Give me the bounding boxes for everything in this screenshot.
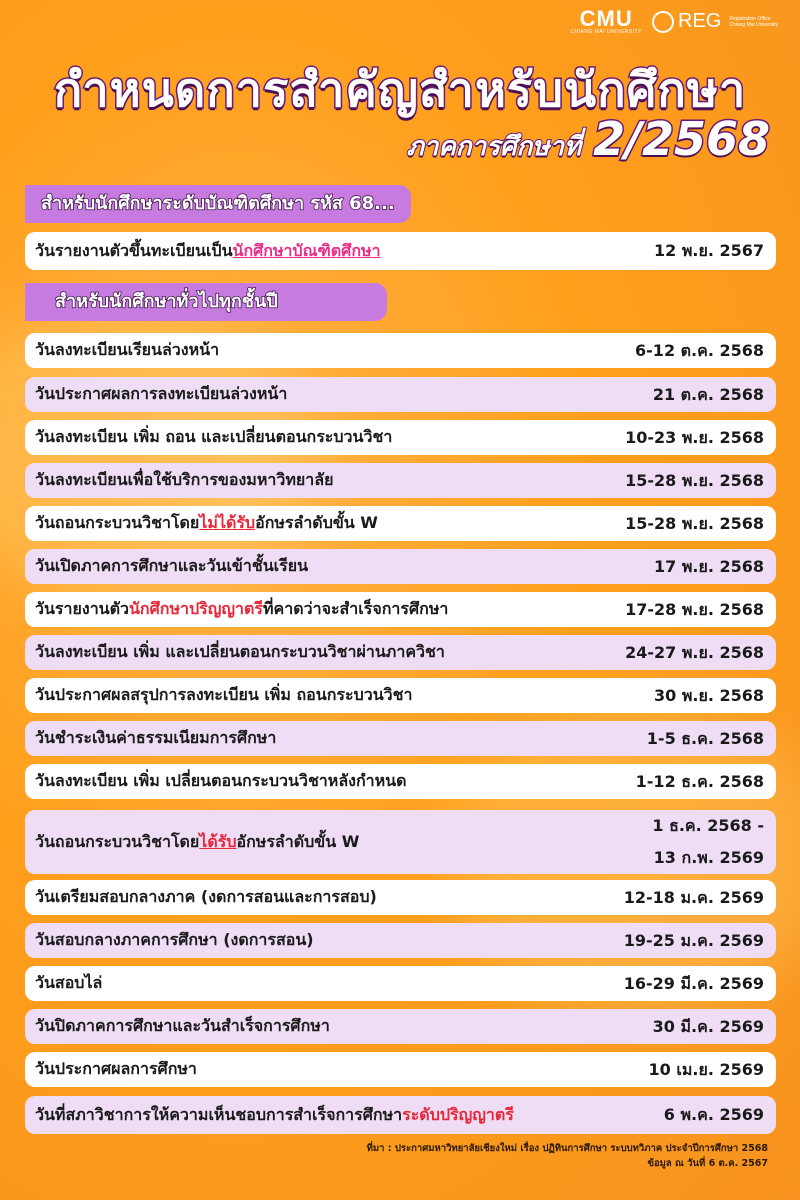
event-text: วันลงทะเบียน เพิ่ม เปลี่ยนตอนกระบวนวิชาหลังกำหนด (35, 771, 407, 790)
event-text: วันสอบกลางภาคการศึกษา (งดการสอน) (35, 930, 314, 949)
event-text: วันถอนกระบวนวิชาโดย (35, 513, 200, 532)
event-name (35, 511, 378, 536)
event-date (625, 594, 764, 626)
event-name (35, 382, 287, 407)
event-date (654, 551, 764, 583)
event-text: วันลงทะเบียนเพื่อใช้บริการของมหาวิทยาลัย (35, 470, 334, 489)
event-name (35, 1014, 330, 1039)
event-date-line: 12-18 ม.ค. 2569 (623, 887, 764, 907)
event-name (35, 928, 314, 953)
schedule-row (25, 420, 776, 455)
event-date-line: 6-12 ต.ค. 2568 (635, 340, 764, 360)
event-name (35, 769, 407, 794)
event-date (625, 422, 764, 454)
schedule-row (25, 923, 776, 958)
event-date-line: 30 มี.ค. 2569 (652, 1016, 764, 1036)
event-date-line: 19-25 ม.ค. 2569 (623, 930, 764, 950)
event-name (35, 425, 392, 450)
section-header-general: สำหรับนักศึกษาทั่วไปทุกชั้นปี (25, 283, 387, 321)
event-text: วันลงทะเบียนเรียนล่วงหน้า (35, 340, 220, 359)
event-date-line: 15-28 พ.ย. 2568 (625, 470, 764, 490)
event-name (35, 1057, 197, 1082)
event-text: วันถอนกระบวนวิชาโดย (35, 831, 200, 851)
event-date (625, 508, 764, 540)
cmu-logo-text: CMU (579, 6, 633, 31)
semester-heading (407, 112, 770, 167)
event-date (647, 723, 764, 755)
event-date (653, 379, 764, 411)
header-logos (570, 8, 778, 35)
event-text: วันสอบไล่ (35, 973, 103, 992)
event-name (35, 726, 276, 751)
event-date (654, 680, 764, 712)
event-date-line: 10-23 พ.ย. 2568 (625, 427, 764, 447)
schedule-row (25, 635, 776, 670)
event-name (35, 885, 377, 910)
event-date-line: 10 เม.ย. 2569 (648, 1059, 764, 1079)
event-date-line: 24-27 พ.ย. 2568 (625, 642, 764, 662)
cmu-logo-subtext: CHIANG MAI UNIVERSITY (570, 29, 643, 35)
event-text: วันเตรียมสอบกลางภาค (งดการสอนและการสอบ) (35, 887, 377, 906)
schedule-row (25, 463, 776, 498)
event-text: วันปิดภาคการศึกษาและวันสำเร็จการศึกษา (35, 1016, 330, 1035)
reg-sub-line2: Chiang Mai University (729, 21, 778, 28)
reg-seal-icon (652, 11, 674, 33)
event-name (35, 1103, 514, 1128)
event-text-suffix: อักษรลำดับขั้น W (236, 831, 360, 851)
event-date (636, 766, 764, 798)
schedule-row (25, 678, 776, 713)
schedule-row (25, 592, 776, 627)
event-date-line: 1-12 ธ.ค. 2568 (635, 771, 764, 791)
event-date-line: 1-5 ธ.ค. 2568 (646, 728, 764, 748)
event-text: วันรายงานตัว (35, 599, 129, 618)
event-highlight: ระดับปริญญาตรี (402, 1104, 514, 1124)
schedule-row (25, 764, 776, 799)
event-date-line: 16-29 มี.ค. 2569 (623, 973, 764, 993)
section-header-graduate: สำหรับนักศึกษาระดับบัณฑิตศึกษา รหัส 68... (25, 185, 411, 223)
event-name (35, 239, 381, 264)
event-text-suffix: ที่คาดว่าจะสำเร็จการศึกษา (262, 599, 449, 618)
event-date-line: 21 ต.ค. 2568 (652, 384, 764, 404)
event-text: วันที่สภาวิชาการให้ความเห็นชอบการสำเร็จการศึกษา (35, 1104, 403, 1124)
event-date (625, 465, 764, 497)
schedule-row (25, 506, 776, 541)
schedule-row (25, 549, 776, 584)
event-highlight: ได้รับ (199, 831, 237, 851)
event-name (35, 971, 102, 996)
event-text-suffix: อักษรลำดับขั้น W (255, 513, 378, 532)
event-date-line: 17-28 พ.ย. 2568 (625, 599, 764, 619)
event-date (649, 1054, 764, 1086)
event-name (35, 468, 333, 493)
semester-label: ภาคการศึกษาที่ (406, 132, 582, 162)
schedule-row (25, 377, 776, 412)
event-date (624, 882, 764, 914)
event-highlight: นักศึกษาบัณฑิตศึกษา (232, 240, 381, 260)
schedule-row (25, 333, 776, 368)
event-date-line: 13 ก.พ. 2569 (653, 848, 764, 867)
event-date-line: 15-28 พ.ย. 2568 (625, 513, 764, 533)
reg-logo-text: REG (678, 10, 722, 32)
event-name (35, 597, 448, 622)
schedule-row (25, 880, 776, 915)
event-date (635, 335, 764, 367)
event-date (664, 1099, 764, 1131)
cmu-logo (570, 8, 642, 35)
event-date (652, 810, 764, 874)
event-text: วันลงทะเบียน เพิ่ม และเปลี่ยนตอนกระบวนวิชาผ่านภาควิชา (35, 642, 445, 661)
event-name (35, 683, 412, 708)
page-title: กำหนดการสำคัญสำหรับนักศึกษา (53, 63, 747, 118)
semester-value: 2/2568 (593, 112, 770, 166)
footer-asof: ข้อมูล ณ วันที่ 6 ต.ค. 2567 (647, 1158, 768, 1169)
schedule-row (25, 1052, 776, 1087)
event-date (624, 968, 764, 1000)
event-text: วันประกาศผลการลงทะเบียนล่วงหน้า (35, 384, 288, 403)
event-highlight: ไม่ได้รับ (199, 513, 256, 532)
event-date (653, 1011, 764, 1043)
reg-logo-subtext (729, 16, 778, 28)
event-date-line: 30 พ.ย. 2568 (653, 685, 764, 705)
reg-logo (652, 10, 778, 33)
event-text: วันประกาศผลสรุปการลงทะเบียน เพิ่ม ถอนกระบวนวิชา (35, 685, 413, 704)
event-date-line: 1 ธ.ค. 2568 - (652, 816, 764, 835)
event-name (35, 338, 219, 363)
schedule-row (25, 966, 776, 1001)
event-text: วันเปิดภาคการศึกษาและวันเข้าชั้นเรียน (35, 556, 309, 575)
schedule-row (25, 1009, 776, 1044)
schedule-row (25, 721, 776, 756)
event-name (35, 554, 308, 579)
event-text: วันประกาศผลการศึกษา (35, 1059, 197, 1078)
event-highlight: นักศึกษาปริญญาตรี (128, 599, 263, 618)
event-date (624, 925, 764, 957)
event-date-line: 6 พ.ค. 2569 (663, 1105, 764, 1124)
event-text: วันลงทะเบียน เพิ่ม ถอน และเปลี่ยนตอนกระบวนวิชา (35, 427, 393, 446)
event-name (35, 830, 359, 855)
schedule-row-graduate (25, 232, 776, 270)
event-text: วันชำระเงินค่าธรรมเนียมการศึกษา (35, 728, 277, 747)
reg-sub-line1: Registration Office (729, 15, 771, 22)
event-text: วันรายงานตัวขึ้นทะเบียนเป็น (35, 240, 233, 260)
event-name (35, 640, 445, 665)
event-date-line: 17 พ.ย. 2568 (653, 556, 764, 576)
event-date: 12 พ.ย. 2567 (653, 241, 764, 260)
schedule-row (25, 810, 776, 874)
footer-note (367, 1141, 768, 1171)
event-date (625, 637, 764, 669)
schedule-row (25, 1096, 776, 1134)
footer-source: ที่มา : ประกาศมหาวิทยาลัยเชียงใหม่ เรื่อง ปฏิทินการศึกษา ระบบทวิภาค ประจำปีการศึกษา 2568 (366, 1143, 768, 1154)
